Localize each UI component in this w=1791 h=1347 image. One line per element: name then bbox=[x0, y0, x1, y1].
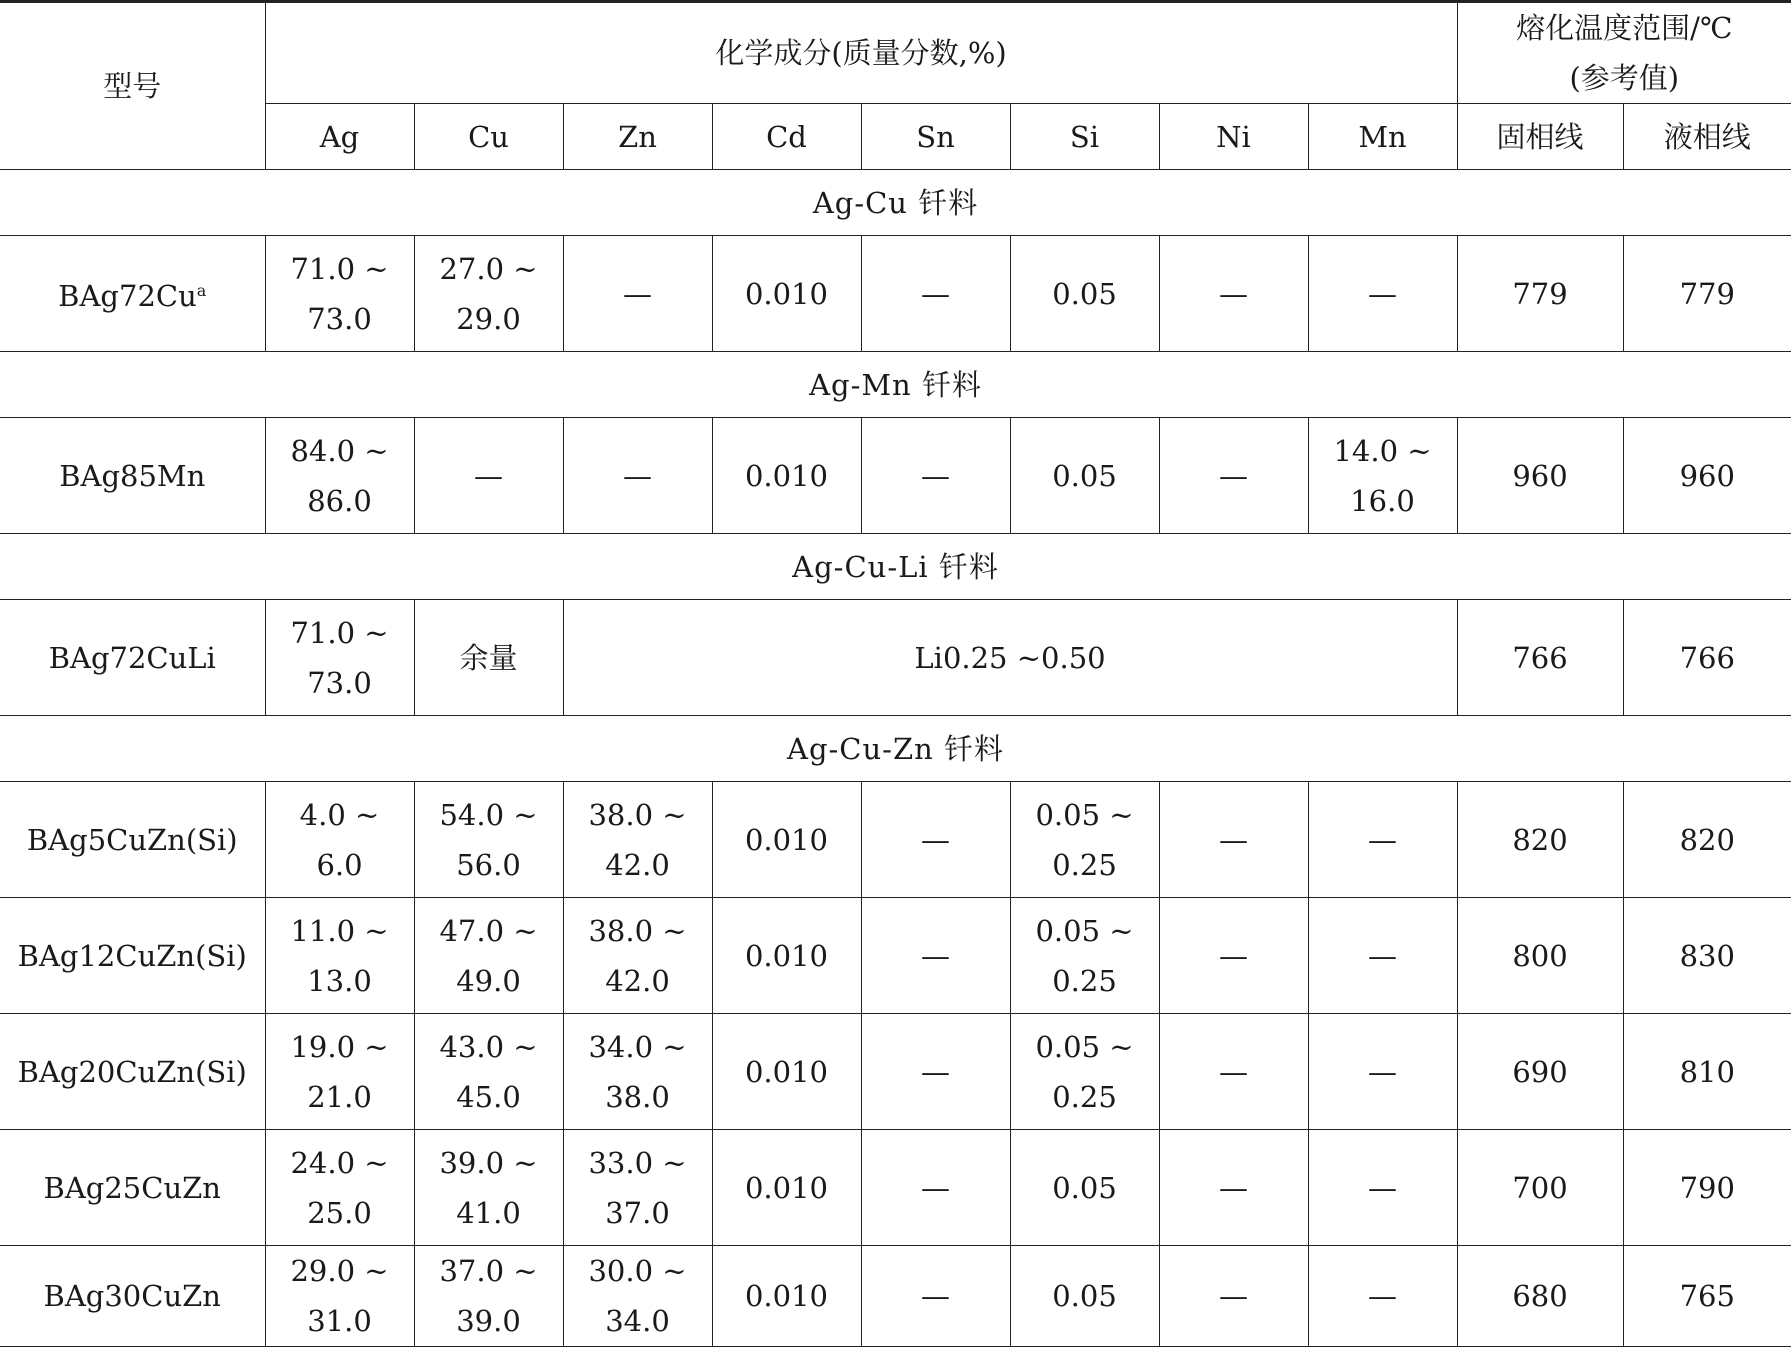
si-cell: 0.05 ~ 0.25 bbox=[1010, 1014, 1159, 1130]
zn-cell: 38.0 ~ 42.0 bbox=[563, 782, 712, 898]
group-row-ag-mn bbox=[0, 352, 1791, 418]
cu-cell: 47.0 ~ 49.0 bbox=[414, 898, 563, 1014]
element-header-zn: Zn bbox=[563, 104, 712, 170]
model-cell: BAg5CuZn(Si) bbox=[0, 782, 265, 898]
cu-cell: 54.0 ~ 56.0 bbox=[414, 782, 563, 898]
sn-cell: — bbox=[861, 236, 1010, 352]
group-row-ag-cu bbox=[0, 170, 1791, 236]
group-label: Ag-Cu-Li 钎料 bbox=[0, 534, 1791, 600]
sn-cell: — bbox=[861, 1014, 1010, 1130]
element-header-cd: Cd bbox=[712, 104, 861, 170]
solidus-cell: 766 bbox=[1457, 600, 1623, 716]
solidus-cell: 779 bbox=[1457, 236, 1623, 352]
group-label: Ag-Cu 钎料 bbox=[0, 170, 1791, 236]
model-cell: BAg25CuZn bbox=[0, 1130, 265, 1246]
footnote-mark: a bbox=[196, 281, 207, 300]
si-cell: 0.05 bbox=[1010, 1246, 1159, 1347]
solidus-cell: 690 bbox=[1457, 1014, 1623, 1130]
liquidus-cell: 779 bbox=[1623, 236, 1791, 352]
sn-cell: — bbox=[861, 782, 1010, 898]
liquidus-cell: 830 bbox=[1623, 898, 1791, 1014]
solidus-cell: 680 bbox=[1457, 1246, 1623, 1347]
cu-cell: — bbox=[414, 418, 563, 534]
ni-cell: — bbox=[1159, 1246, 1308, 1347]
melting-header-note: (参考值) bbox=[1569, 61, 1680, 95]
solidus-cell: 700 bbox=[1457, 1130, 1623, 1246]
zn-cell: — bbox=[563, 418, 712, 534]
liquidus-header: 液相线 bbox=[1623, 104, 1791, 170]
mn-cell: — bbox=[1308, 782, 1457, 898]
ag-cell: 24.0 ~ 25.0 bbox=[265, 1130, 414, 1246]
cd-cell: 0.010 bbox=[712, 236, 861, 352]
cu-cell: 39.0 ~ 41.0 bbox=[414, 1130, 563, 1246]
cd-cell: 0.010 bbox=[712, 1130, 861, 1246]
zn-cell: 34.0 ~ 38.0 bbox=[563, 1014, 712, 1130]
sn-cell: — bbox=[861, 1246, 1010, 1347]
header-row bbox=[0, 2, 1791, 104]
element-header-si: Si bbox=[1010, 104, 1159, 170]
melting-header-title: 熔化温度范围/℃ bbox=[1516, 11, 1733, 45]
table-row bbox=[0, 782, 1791, 898]
ni-cell: — bbox=[1159, 898, 1308, 1014]
liquidus-cell: 960 bbox=[1623, 418, 1791, 534]
ni-cell: — bbox=[1159, 1014, 1308, 1130]
cu-cell: 43.0 ~ 45.0 bbox=[414, 1014, 563, 1130]
solidus-cell: 800 bbox=[1457, 898, 1623, 1014]
group-label: Ag-Mn 钎料 bbox=[0, 352, 1791, 418]
group-row-ag-cu-zn bbox=[0, 716, 1791, 782]
subheader-row bbox=[0, 104, 1791, 170]
cd-cell: 0.010 bbox=[712, 782, 861, 898]
model-cell: BAg85Mn bbox=[0, 418, 265, 534]
table-row bbox=[0, 1130, 1791, 1246]
mn-cell: — bbox=[1308, 1014, 1457, 1130]
model-cell: BAg20CuZn(Si) bbox=[0, 1014, 265, 1130]
solidus-cell: 820 bbox=[1457, 782, 1623, 898]
liquidus-cell: 790 bbox=[1623, 1130, 1791, 1246]
group-row-ag-cu-li bbox=[0, 534, 1791, 600]
mn-cell: — bbox=[1308, 236, 1457, 352]
element-header-sn: Sn bbox=[861, 104, 1010, 170]
model-header: 型号 bbox=[0, 2, 265, 170]
table-row bbox=[0, 898, 1791, 1014]
model-cell: BAg12CuZn(Si) bbox=[0, 898, 265, 1014]
li-cell: Li0.25 ~0.50 bbox=[563, 600, 1457, 716]
ag-cell: 71.0 ~ 73.0 bbox=[265, 236, 414, 352]
mn-cell: 14.0 ~ 16.0 bbox=[1308, 418, 1457, 534]
model-cell: BAg72CuLi bbox=[0, 600, 265, 716]
table-row bbox=[0, 1246, 1791, 1347]
si-cell: 0.05 ~ 0.25 bbox=[1010, 898, 1159, 1014]
zn-cell: — bbox=[563, 236, 712, 352]
liquidus-cell: 765 bbox=[1623, 1246, 1791, 1347]
element-header-ag: Ag bbox=[265, 104, 414, 170]
sn-cell: — bbox=[861, 1130, 1010, 1246]
mn-cell: — bbox=[1308, 1246, 1457, 1347]
ag-cell: 4.0 ~ 6.0 bbox=[265, 782, 414, 898]
zn-cell: 38.0 ~ 42.0 bbox=[563, 898, 712, 1014]
mn-cell: — bbox=[1308, 898, 1457, 1014]
sn-cell: — bbox=[861, 898, 1010, 1014]
cu-cell: 27.0 ~ 29.0 bbox=[414, 236, 563, 352]
ag-cell: 29.0 ~ 31.0 bbox=[265, 1246, 414, 1347]
sn-cell: — bbox=[861, 418, 1010, 534]
table-row bbox=[0, 1014, 1791, 1130]
cu-cell: 37.0 ~ 39.0 bbox=[414, 1246, 563, 1347]
model-cell: BAg30CuZn bbox=[0, 1246, 265, 1347]
table-row bbox=[0, 418, 1791, 534]
solidus-cell: 960 bbox=[1457, 418, 1623, 534]
liquidus-cell: 766 bbox=[1623, 600, 1791, 716]
table-row bbox=[0, 600, 1791, 716]
solidus-header: 固相线 bbox=[1457, 104, 1623, 170]
ag-cell: 84.0 ~ 86.0 bbox=[265, 418, 414, 534]
liquidus-cell: 810 bbox=[1623, 1014, 1791, 1130]
cd-cell: 0.010 bbox=[712, 418, 861, 534]
mn-cell: — bbox=[1308, 1130, 1457, 1246]
si-cell: 0.05 bbox=[1010, 418, 1159, 534]
cu-cell: 余量 bbox=[414, 600, 563, 716]
ag-cell: 71.0 ~ 73.0 bbox=[265, 600, 414, 716]
ni-cell: — bbox=[1159, 1130, 1308, 1246]
melting-header bbox=[1457, 2, 1791, 104]
zn-cell: 30.0 ~ 34.0 bbox=[563, 1246, 712, 1347]
liquidus-cell: 820 bbox=[1623, 782, 1791, 898]
ni-cell: — bbox=[1159, 418, 1308, 534]
cd-cell: 0.010 bbox=[712, 898, 861, 1014]
ag-cell: 19.0 ~ 21.0 bbox=[265, 1014, 414, 1130]
group-label: Ag-Cu-Zn 钎料 bbox=[0, 716, 1791, 782]
ag-cell: 11.0 ~ 13.0 bbox=[265, 898, 414, 1014]
table-row bbox=[0, 236, 1791, 352]
composition-header: 化学成分(质量分数,%) bbox=[265, 2, 1457, 104]
element-header-cu: Cu bbox=[414, 104, 563, 170]
si-cell: 0.05 bbox=[1010, 1130, 1159, 1246]
element-header-ni: Ni bbox=[1159, 104, 1308, 170]
zn-cell: 33.0 ~ 37.0 bbox=[563, 1130, 712, 1246]
element-header-mn: Mn bbox=[1308, 104, 1457, 170]
ni-cell: — bbox=[1159, 236, 1308, 352]
cd-cell: 0.010 bbox=[712, 1246, 861, 1347]
si-cell: 0.05 bbox=[1010, 236, 1159, 352]
model-cell: BAg72Cu$^a$ bbox=[0, 236, 265, 352]
si-cell: 0.05 ~ 0.25 bbox=[1010, 782, 1159, 898]
cd-cell: 0.010 bbox=[712, 1014, 861, 1130]
ni-cell: — bbox=[1159, 782, 1308, 898]
